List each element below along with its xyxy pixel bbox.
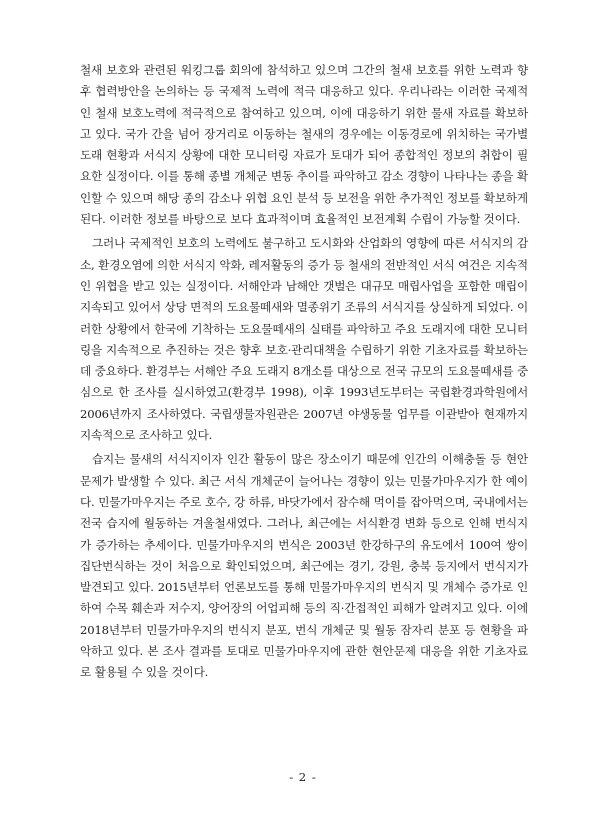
paragraph-habitat-threats: 그러나 국제적인 보호의 노력에도 불구하고 도시화와 산업화의 영향에 따른 서식지의 감소, 환경오염에 의한 서식지 악화, 레저활동의 증가 등 철새의 전반적인 서식 여건은 지속적인 위협을 받고 있는 실정이다. 서해안과 남해안 갯벌은 대규모 매립사업을 포함한 매립이 지속되고 있어서 상당 면적의 도요물떼새와 멸종위기 조류의 서식지를 상실하게 되었다. 이러한 상황에서 한국에 기착하는 도요물떼새의 실태를 파악하고 주요 도래지에 대한 모니터링을 지속적으로 추진하는 것은 향후 보호·관리대책을 수립하기 위한 기초자료를 확보하는데 중요하다. 환경부는 서해안 주요 도래지 8개소를 대상으로 전국 규모의 도요물떼새를 중심으로 한 조사를 실시하였고(환경부 1998), 이후 1993년도부터는 국립환경과학원에서 2006년까지 조사하였다. 국립생물자원관은 2007년 야생동물 업무를 이관받아 현재까지 지속적으로 조사하고 있다.: [80, 236, 528, 443]
paragraph-cormorant-issues: 습지는 물새의 서식지이자 인간 활동이 많은 장소이기 때문에 인간의 이해충돌 등 현안문제가 발생할 수 있다. 최근 서식 개체군이 늘어나는 경향이 있는 민물가마우지가 한 예이다. 민물가마우지는 주로 호수, 강 하류, 바닷가에서 잠수해 먹이를 잡아먹으며, 국내에서는 전국 습지에 월동하는 겨울철새였다. 그러나, 최근에는 서식환경 변화 등으로 인해 번식지가 증가하는 추세이다. 민물가마우지의 번식은 2003년 한강하구의 유도에서 100여 쌍이 집단번식하는 것이 처음으로 확인되었으며, 최근에는 경기, 강원, 충북 등지에서 번식지가 발견되고 있다. 2015년부터 언론보도를 통해 민물가마우지의 번식지 및 개체수 증가로 인하여 수목 훼손과 저수지, 양어장의 어업피해 등의 직·간접적인 피해가 알려지고 있다. 이에 2018년부터 민물가마우지의 번식지 분포, 번식 개체군 및 월동 잠자리 분포 등 현황을 파악하고 있다. 본 조사 결과를 토대로 민물가마우지에 관한 현안문제 대응을 위한 기초자료로 활용될 수 있을 것이다.: [80, 452, 528, 680]
document-body: [80, 60, 528, 684]
page-number: - 2 -: [289, 770, 317, 784]
paragraph-international-efforts: 철새 보호와 관련된 워킹그룹 회의에 참석하고 있으며 그간의 철새 보호를 위한 노력과 향후 협력방안을 논의하는 등 국제적 노력에 적극 대응하고 있다. 우리나라는 이러한 국제적인 철새 보호노력에 적극적으로 참여하고 있으며, 이에 대응하기 위한 물새 자료를 확보하고 있다. 국가 간을 넘어 장거리로 이동하는 철새의 경우에는 이동경로에 위치하는 국가별 도래 현황과 서식지 상황에 대한 모니터링 자료가 토대가 되어 종합적인 정보의 취합이 필요한 실정이다. 이를 통해 종별 개체군 변동 추이를 파악하고 감소 경향이 나타나는 종을 확인할 수 있으며 해당 종의 감소나 위협 요인 분석 등 보전을 위한 추가적인 정보를 확보하게 된다. 이러한 정보를 바탕으로 보다 효과적이며 효율적인 보전계획 수립이 가능할 것이다.: [80, 63, 528, 227]
